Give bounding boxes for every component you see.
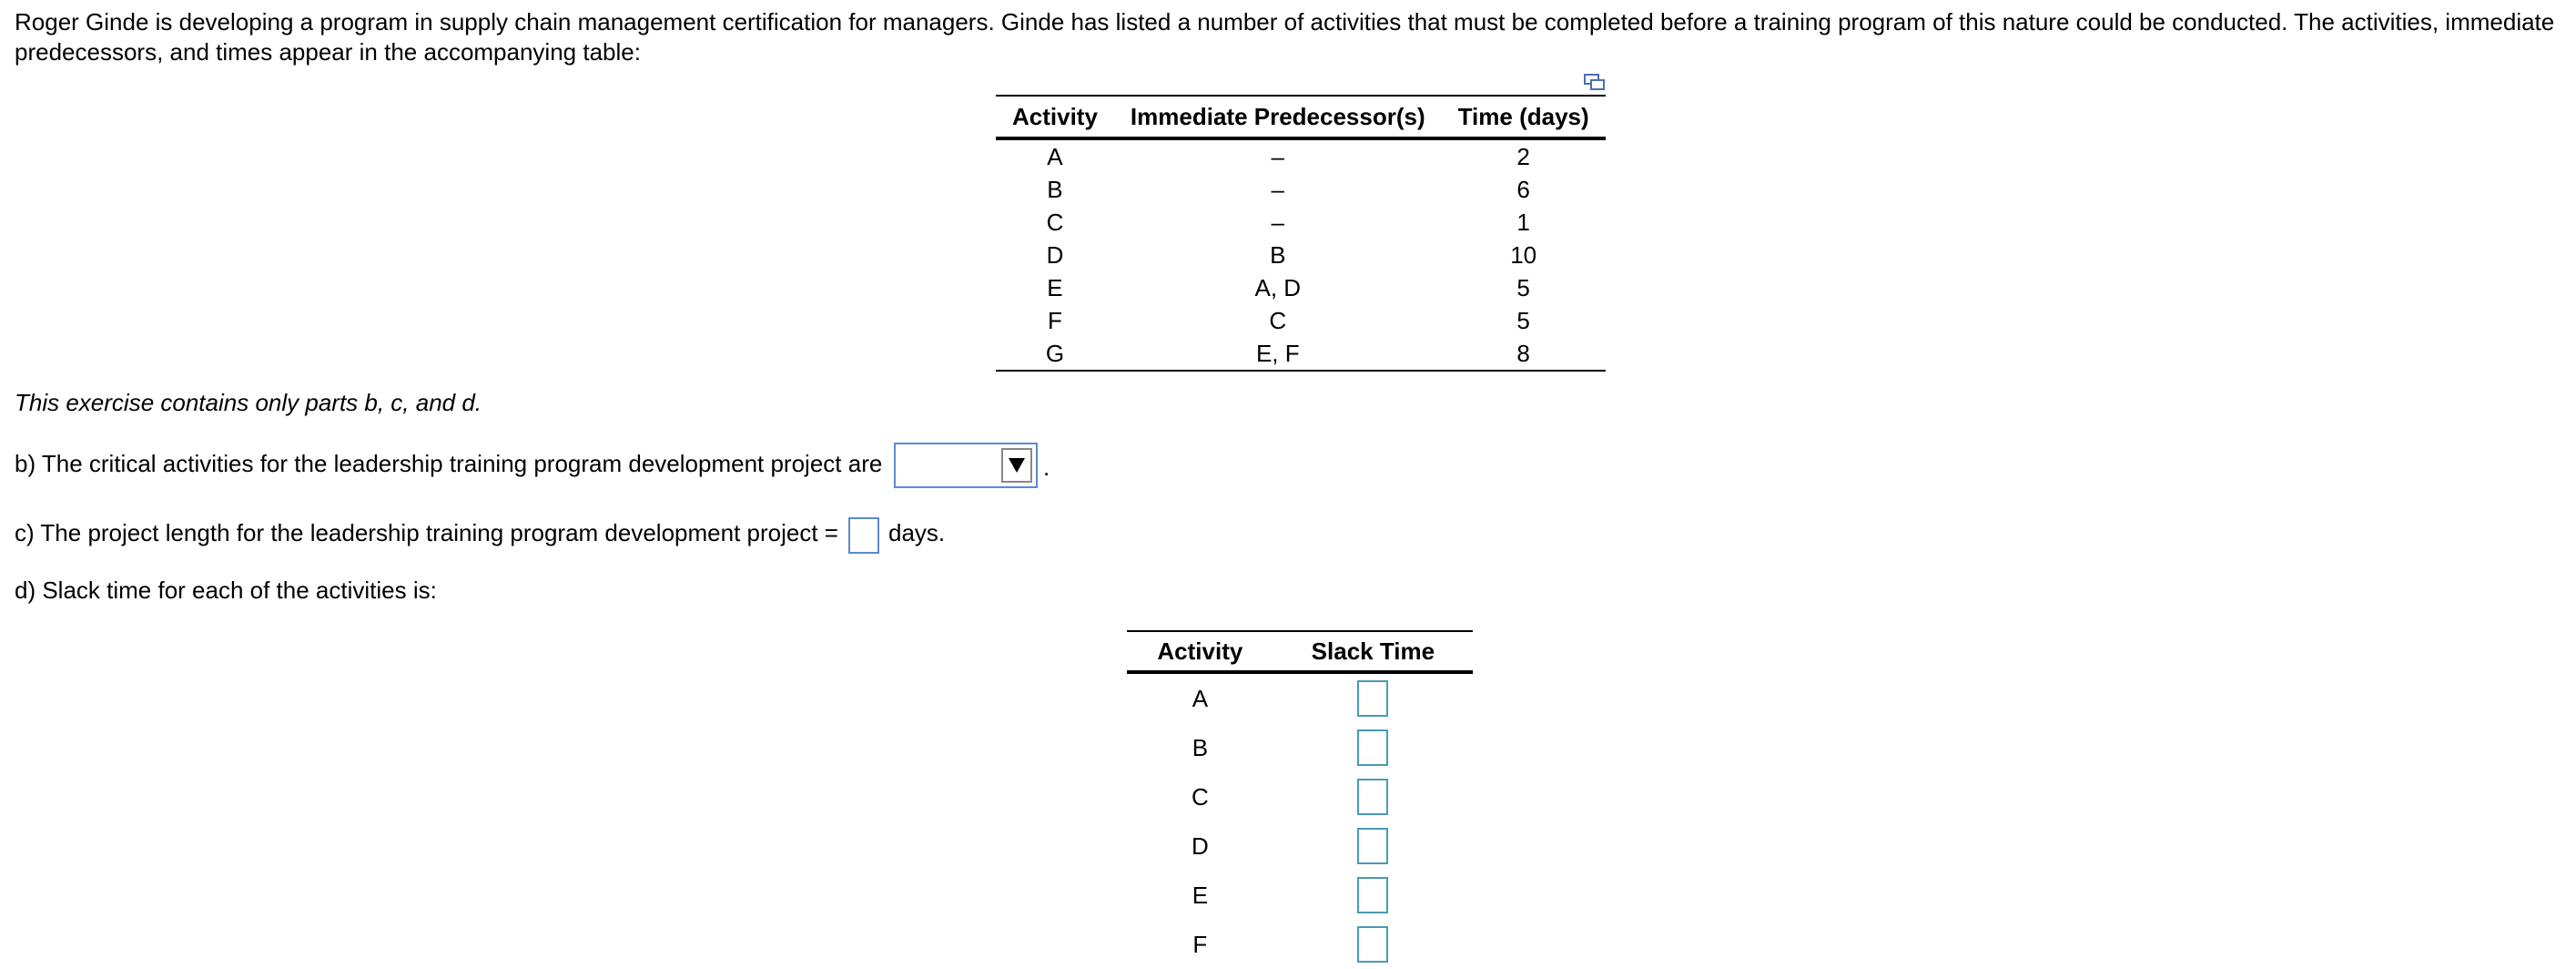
slack-input-d[interactable] bbox=[1357, 828, 1388, 864]
table-row bbox=[996, 337, 1606, 371]
cell-predecessors: – bbox=[1271, 209, 1285, 236]
activity-table-header bbox=[996, 96, 1606, 138]
dropdown-button[interactable] bbox=[1001, 448, 1032, 483]
cell-activity: B bbox=[1047, 176, 1063, 203]
table-row bbox=[996, 138, 1606, 173]
triangle-down-icon bbox=[1008, 457, 1026, 474]
days-unit-label: days. bbox=[888, 519, 946, 546]
table-row bbox=[996, 173, 1606, 206]
cell-time: 2 bbox=[1516, 143, 1530, 170]
cell-time: 6 bbox=[1516, 176, 1530, 203]
activity-table bbox=[996, 95, 1606, 372]
problem-statement: Roger Ginde is developing a program in supply chain management certification for managers. Ginde has listed a number of activities that must be completed before a training program of this nature could be conducted. The activities, immediate predecessors, and times appear in the accompanying table: bbox=[15, 8, 2555, 66]
cell-activity: E bbox=[1047, 274, 1063, 301]
part-c-question: c) The project length for the leadership training program development project = bbox=[15, 519, 838, 546]
table-row bbox=[1127, 871, 1473, 920]
table-row bbox=[996, 304, 1606, 337]
slack-activity-label: D bbox=[1191, 831, 1209, 860]
part-b-period: . bbox=[1043, 454, 1050, 481]
table-row bbox=[1127, 821, 1473, 871]
slack-input-a[interactable] bbox=[1357, 680, 1388, 717]
slack-table-header bbox=[1127, 631, 1473, 672]
table-row bbox=[996, 206, 1606, 239]
slack-input-e[interactable] bbox=[1357, 877, 1388, 913]
critical-activities-dropdown[interactable] bbox=[894, 443, 1038, 488]
cell-activity: G bbox=[996, 337, 1114, 371]
cell-activity: F bbox=[1048, 307, 1062, 334]
slack-header-time: Slack Time bbox=[1273, 631, 1473, 672]
cell-predecessors: E, F bbox=[1114, 337, 1442, 371]
part-b-question: b) The critical activities for the leadership training program development project are bbox=[15, 450, 883, 477]
cell-time: 5 bbox=[1516, 307, 1530, 334]
cell-time: 5 bbox=[1516, 274, 1530, 301]
slack-activity-label: A bbox=[1192, 684, 1209, 712]
cell-predecessors: B bbox=[1270, 241, 1286, 269]
cell-time: 10 bbox=[1510, 241, 1537, 269]
header-time: Time (days) bbox=[1442, 96, 1606, 138]
table-row bbox=[1127, 772, 1473, 821]
table-row bbox=[996, 271, 1606, 304]
slack-activity-label: E bbox=[1192, 881, 1209, 909]
copy-table-icon[interactable] bbox=[1584, 73, 1606, 91]
exercise-note: This exercise contains only parts b, c, and d. bbox=[15, 389, 482, 416]
slack-time-table bbox=[1127, 630, 1473, 969]
cell-predecessors: – bbox=[1271, 143, 1285, 170]
part-d-question: d) Slack time for each of the activities is: bbox=[15, 576, 437, 604]
table-row bbox=[1127, 920, 1473, 969]
cell-activity: C bbox=[1046, 209, 1064, 236]
slack-activity-label: C bbox=[1191, 782, 1209, 811]
cell-time: 8 bbox=[1442, 337, 1606, 371]
table-row bbox=[1127, 723, 1473, 772]
table-row bbox=[1127, 672, 1473, 723]
slack-header-activity: Activity bbox=[1127, 631, 1273, 672]
project-length-input[interactable] bbox=[848, 517, 879, 554]
header-predecessors: Immediate Predecessor(s) bbox=[1114, 96, 1442, 138]
cell-predecessors: A, D bbox=[1254, 274, 1302, 301]
cell-time: 1 bbox=[1516, 209, 1530, 236]
slack-input-f[interactable] bbox=[1357, 926, 1388, 963]
slack-input-b[interactable] bbox=[1357, 729, 1388, 766]
header-activity: Activity bbox=[996, 96, 1114, 138]
cell-activity: A bbox=[1047, 143, 1063, 170]
cell-predecessors: – bbox=[1271, 176, 1285, 203]
slack-activity-label: F bbox=[1192, 930, 1208, 958]
table-row bbox=[996, 239, 1606, 271]
slack-activity-label: B bbox=[1192, 733, 1209, 761]
slack-input-c[interactable] bbox=[1357, 779, 1388, 815]
cell-predecessors: C bbox=[1269, 307, 1287, 334]
cell-activity: D bbox=[1046, 241, 1064, 269]
